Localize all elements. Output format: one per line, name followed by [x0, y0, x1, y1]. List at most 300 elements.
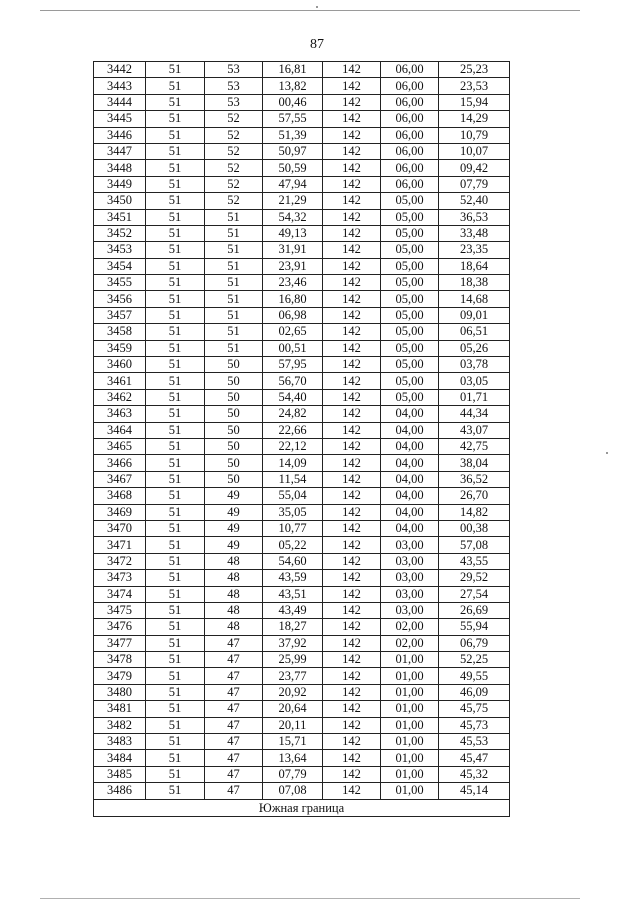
cell-point-id: 3454	[94, 258, 146, 274]
cell-lat-deg: 51	[146, 275, 205, 291]
table-row	[94, 488, 510, 504]
cell-lon-min: 03,00	[381, 586, 439, 602]
cell-lat-sec: 43,49	[263, 602, 323, 618]
cell-lon-min: 04,00	[381, 488, 439, 504]
cell-lat-min: 47	[205, 684, 263, 700]
cell-lon-min: 05,00	[381, 291, 439, 307]
table-row	[94, 586, 510, 602]
cell-lat-min: 51	[205, 324, 263, 340]
cell-lon-min: 04,00	[381, 520, 439, 536]
cell-lon-sec: 14,29	[439, 111, 510, 127]
cell-lat-deg: 51	[146, 242, 205, 258]
cell-lat-min: 51	[205, 242, 263, 258]
cell-lon-sec: 57,08	[439, 537, 510, 553]
cell-lat-min: 51	[205, 307, 263, 323]
cell-lat-sec: 56,70	[263, 373, 323, 389]
cell-lon-sec: 09,42	[439, 160, 510, 176]
cell-point-id: 3467	[94, 471, 146, 487]
cell-lon-min: 05,00	[381, 340, 439, 356]
table-row	[94, 78, 510, 94]
cell-lat-min: 51	[205, 209, 263, 225]
cell-lon-deg: 142	[323, 619, 381, 635]
table-row	[94, 471, 510, 487]
table-row	[94, 602, 510, 618]
table-row	[94, 783, 510, 799]
cell-lon-deg: 142	[323, 455, 381, 471]
cell-lat-deg: 51	[146, 193, 205, 209]
cell-lon-min: 05,00	[381, 193, 439, 209]
cell-lon-sec: 36,52	[439, 471, 510, 487]
cell-lon-min: 05,00	[381, 258, 439, 274]
cell-lat-sec: 16,80	[263, 291, 323, 307]
cell-lon-deg: 142	[323, 78, 381, 94]
cell-lat-min: 49	[205, 520, 263, 536]
cell-lat-sec: 43,51	[263, 586, 323, 602]
table-row	[94, 176, 510, 192]
cell-lat-sec: 07,79	[263, 766, 323, 782]
table-row	[94, 701, 510, 717]
table-row	[94, 324, 510, 340]
cell-lon-min: 01,00	[381, 734, 439, 750]
cell-lon-deg: 142	[323, 127, 381, 143]
cell-lon-deg: 142	[323, 143, 381, 159]
cell-lat-sec: 05,22	[263, 537, 323, 553]
cell-lat-deg: 51	[146, 766, 205, 782]
cell-lat-deg: 51	[146, 324, 205, 340]
cell-lat-min: 52	[205, 143, 263, 159]
cell-lat-min: 47	[205, 652, 263, 668]
cell-lat-sec: 25,99	[263, 652, 323, 668]
cell-lon-min: 06,00	[381, 62, 439, 78]
cell-lat-deg: 51	[146, 389, 205, 405]
cell-lon-sec: 00,38	[439, 520, 510, 536]
cell-lat-sec: 22,66	[263, 422, 323, 438]
cell-lon-sec: 33,48	[439, 225, 510, 241]
cell-point-id: 3465	[94, 438, 146, 454]
table-row	[94, 340, 510, 356]
table-row	[94, 455, 510, 471]
cell-point-id: 3456	[94, 291, 146, 307]
cell-lat-deg: 51	[146, 438, 205, 454]
cell-lon-deg: 142	[323, 307, 381, 323]
cell-lon-deg: 142	[323, 635, 381, 651]
cell-lon-deg: 142	[323, 684, 381, 700]
cell-lat-min: 50	[205, 389, 263, 405]
cell-lat-deg: 51	[146, 143, 205, 159]
cell-lat-deg: 51	[146, 537, 205, 553]
cell-lat-deg: 51	[146, 406, 205, 422]
cell-lon-deg: 142	[323, 275, 381, 291]
cell-lat-min: 51	[205, 258, 263, 274]
cell-lon-sec: 18,38	[439, 275, 510, 291]
table-row	[94, 553, 510, 569]
cell-lat-deg: 51	[146, 586, 205, 602]
cell-lat-min: 48	[205, 602, 263, 618]
table-row	[94, 373, 510, 389]
cell-lat-min: 48	[205, 619, 263, 635]
cell-lon-deg: 142	[323, 471, 381, 487]
cell-lat-min: 47	[205, 766, 263, 782]
cell-lon-min: 01,00	[381, 717, 439, 733]
cell-lat-sec: 11,54	[263, 471, 323, 487]
cell-point-id: 3457	[94, 307, 146, 323]
cell-lon-deg: 142	[323, 193, 381, 209]
cell-point-id: 3474	[94, 586, 146, 602]
cell-point-id: 3464	[94, 422, 146, 438]
cell-lon-deg: 142	[323, 111, 381, 127]
cell-lon-min: 05,00	[381, 389, 439, 405]
cell-lat-sec: 23,91	[263, 258, 323, 274]
cell-lon-deg: 142	[323, 652, 381, 668]
cell-lat-min: 47	[205, 668, 263, 684]
cell-lon-min: 01,00	[381, 701, 439, 717]
cell-lat-deg: 51	[146, 783, 205, 799]
cell-lon-sec: 03,05	[439, 373, 510, 389]
cell-lat-min: 49	[205, 504, 263, 520]
table-row	[94, 357, 510, 373]
cell-lon-deg: 142	[323, 324, 381, 340]
cell-lon-sec: 49,55	[439, 668, 510, 684]
cell-point-id: 3481	[94, 701, 146, 717]
cell-lat-deg: 51	[146, 619, 205, 635]
cell-point-id: 3447	[94, 143, 146, 159]
cell-lat-deg: 51	[146, 734, 205, 750]
cell-lat-deg: 51	[146, 127, 205, 143]
cell-lat-sec: 47,94	[263, 176, 323, 192]
cell-lon-sec: 44,34	[439, 406, 510, 422]
cell-lon-deg: 142	[323, 668, 381, 684]
cell-point-id: 3442	[94, 62, 146, 78]
cell-lon-sec: 07,79	[439, 176, 510, 192]
table-row	[94, 143, 510, 159]
cell-lat-sec: 22,12	[263, 438, 323, 454]
cell-lon-deg: 142	[323, 357, 381, 373]
cell-point-id: 3469	[94, 504, 146, 520]
cell-lat-deg: 51	[146, 307, 205, 323]
cell-lon-sec: 36,53	[439, 209, 510, 225]
cell-lat-deg: 51	[146, 176, 205, 192]
cell-point-id: 3461	[94, 373, 146, 389]
cell-lon-min: 02,00	[381, 619, 439, 635]
cell-lat-min: 47	[205, 635, 263, 651]
cell-lon-sec: 46,09	[439, 684, 510, 700]
cell-lat-deg: 51	[146, 422, 205, 438]
cell-lat-sec: 07,08	[263, 783, 323, 799]
cell-lon-deg: 142	[323, 438, 381, 454]
cell-lon-deg: 142	[323, 488, 381, 504]
cell-lat-min: 49	[205, 537, 263, 553]
cell-lat-deg: 51	[146, 750, 205, 766]
cell-lat-min: 50	[205, 357, 263, 373]
cell-lon-sec: 05,26	[439, 340, 510, 356]
cell-point-id: 3485	[94, 766, 146, 782]
cell-lon-deg: 142	[323, 553, 381, 569]
cell-point-id: 3462	[94, 389, 146, 405]
table-row	[94, 275, 510, 291]
cell-lon-sec: 29,52	[439, 570, 510, 586]
table-row	[94, 422, 510, 438]
cell-lat-sec: 23,46	[263, 275, 323, 291]
cell-lat-deg: 51	[146, 78, 205, 94]
cell-lat-deg: 51	[146, 488, 205, 504]
cell-lat-sec: 54,32	[263, 209, 323, 225]
cell-point-id: 3482	[94, 717, 146, 733]
cell-lat-min: 47	[205, 717, 263, 733]
cell-lon-deg: 142	[323, 242, 381, 258]
cell-lon-deg: 142	[323, 701, 381, 717]
table-row	[94, 127, 510, 143]
cell-lon-deg: 142	[323, 258, 381, 274]
cell-lon-min: 06,00	[381, 78, 439, 94]
table-row	[94, 291, 510, 307]
cell-lat-deg: 51	[146, 258, 205, 274]
cell-lat-deg: 51	[146, 717, 205, 733]
cell-point-id: 3466	[94, 455, 146, 471]
table-row	[94, 406, 510, 422]
cell-lon-sec: 42,75	[439, 438, 510, 454]
table-row	[94, 668, 510, 684]
cell-lat-min: 47	[205, 734, 263, 750]
cell-point-id: 3470	[94, 520, 146, 536]
cell-point-id: 3450	[94, 193, 146, 209]
cell-point-id: 3460	[94, 357, 146, 373]
cell-lon-sec: 14,68	[439, 291, 510, 307]
cell-lat-sec: 57,95	[263, 357, 323, 373]
cell-lon-sec: 43,55	[439, 553, 510, 569]
cell-lon-deg: 142	[323, 734, 381, 750]
cell-lon-sec: 10,79	[439, 127, 510, 143]
cell-lon-min: 03,00	[381, 553, 439, 569]
cell-lon-sec: 09,01	[439, 307, 510, 323]
cell-lon-deg: 142	[323, 750, 381, 766]
cell-lon-min: 01,00	[381, 652, 439, 668]
cell-lat-min: 51	[205, 291, 263, 307]
cell-lat-sec: 18,27	[263, 619, 323, 635]
cell-point-id: 3483	[94, 734, 146, 750]
cell-lon-min: 05,00	[381, 275, 439, 291]
cell-lon-sec: 45,47	[439, 750, 510, 766]
cell-lat-min: 48	[205, 586, 263, 602]
cell-lon-deg: 142	[323, 406, 381, 422]
cell-lon-sec: 43,07	[439, 422, 510, 438]
cell-lon-sec: 45,32	[439, 766, 510, 782]
table-row	[94, 307, 510, 323]
cell-point-id: 3453	[94, 242, 146, 258]
cell-lon-sec: 01,71	[439, 389, 510, 405]
cell-lat-deg: 51	[146, 340, 205, 356]
cell-lon-deg: 142	[323, 570, 381, 586]
cell-lat-min: 52	[205, 127, 263, 143]
cell-lon-min: 06,00	[381, 143, 439, 159]
cell-lat-sec: 15,71	[263, 734, 323, 750]
cell-lon-sec: 14,82	[439, 504, 510, 520]
cell-lon-deg: 142	[323, 160, 381, 176]
cell-point-id: 3449	[94, 176, 146, 192]
cell-lat-sec: 51,39	[263, 127, 323, 143]
cell-lat-deg: 51	[146, 684, 205, 700]
cell-lon-deg: 142	[323, 291, 381, 307]
cell-point-id: 3443	[94, 78, 146, 94]
cell-lat-min: 47	[205, 701, 263, 717]
cell-lon-min: 05,00	[381, 324, 439, 340]
cell-lon-min: 06,00	[381, 160, 439, 176]
table-row	[94, 209, 510, 225]
table-body	[94, 62, 510, 800]
cell-lon-sec: 06,51	[439, 324, 510, 340]
cell-lat-deg: 51	[146, 570, 205, 586]
cell-lon-min: 01,00	[381, 684, 439, 700]
table-row	[94, 766, 510, 782]
table-row	[94, 652, 510, 668]
cell-point-id: 3484	[94, 750, 146, 766]
cell-lon-sec: 03,78	[439, 357, 510, 373]
cell-lon-sec: 45,53	[439, 734, 510, 750]
cell-lon-sec: 45,73	[439, 717, 510, 733]
cell-point-id: 3476	[94, 619, 146, 635]
cell-lat-deg: 51	[146, 520, 205, 536]
cell-lon-sec: 18,64	[439, 258, 510, 274]
cell-lat-sec: 13,64	[263, 750, 323, 766]
cell-lat-deg: 51	[146, 291, 205, 307]
cell-lat-min: 52	[205, 160, 263, 176]
cell-point-id: 3463	[94, 406, 146, 422]
cell-lon-min: 05,00	[381, 209, 439, 225]
cell-lat-deg: 51	[146, 225, 205, 241]
cell-point-id: 3472	[94, 553, 146, 569]
cell-lat-sec: 20,11	[263, 717, 323, 733]
cell-lon-sec: 26,70	[439, 488, 510, 504]
cell-point-id: 3486	[94, 783, 146, 799]
cell-lon-min: 04,00	[381, 422, 439, 438]
cell-lon-min: 06,00	[381, 94, 439, 110]
table-row	[94, 111, 510, 127]
cell-lat-min: 48	[205, 570, 263, 586]
cell-lat-sec: 55,04	[263, 488, 323, 504]
cell-lon-sec: 23,53	[439, 78, 510, 94]
cell-lat-deg: 51	[146, 504, 205, 520]
cell-lat-sec: 14,09	[263, 455, 323, 471]
cell-lon-deg: 142	[323, 422, 381, 438]
cell-lat-deg: 51	[146, 668, 205, 684]
table-footer-row	[94, 799, 510, 816]
cell-lon-deg: 142	[323, 602, 381, 618]
cell-lat-min: 50	[205, 373, 263, 389]
cell-lat-min: 49	[205, 488, 263, 504]
cell-lon-min: 03,00	[381, 537, 439, 553]
coordinates-table	[93, 61, 510, 817]
cell-lat-min: 53	[205, 62, 263, 78]
table-row	[94, 193, 510, 209]
cell-lat-min: 50	[205, 471, 263, 487]
cell-point-id: 3446	[94, 127, 146, 143]
cell-lon-min: 04,00	[381, 438, 439, 454]
cell-lat-min: 50	[205, 438, 263, 454]
cell-lat-min: 53	[205, 94, 263, 110]
cell-lat-sec: 10,77	[263, 520, 323, 536]
cell-lat-min: 50	[205, 422, 263, 438]
cell-lat-deg: 51	[146, 94, 205, 110]
cell-lat-sec: 00,46	[263, 94, 323, 110]
cell-point-id: 3468	[94, 488, 146, 504]
cell-point-id: 3448	[94, 160, 146, 176]
cell-lon-sec: 52,40	[439, 193, 510, 209]
table-row	[94, 717, 510, 733]
cell-lat-deg: 51	[146, 373, 205, 389]
table-row	[94, 537, 510, 553]
cell-lon-min: 01,00	[381, 668, 439, 684]
cell-point-id: 3445	[94, 111, 146, 127]
cell-lat-sec: 54,60	[263, 553, 323, 569]
cell-lat-min: 52	[205, 111, 263, 127]
cell-lat-sec: 00,51	[263, 340, 323, 356]
cell-lat-deg: 51	[146, 62, 205, 78]
cell-lon-min: 04,00	[381, 406, 439, 422]
cell-lon-sec: 45,75	[439, 701, 510, 717]
cell-lat-min: 51	[205, 275, 263, 291]
cell-lon-deg: 142	[323, 717, 381, 733]
cell-lon-deg: 142	[323, 94, 381, 110]
cell-lon-sec: 55,94	[439, 619, 510, 635]
table-row	[94, 504, 510, 520]
cell-lon-deg: 142	[323, 209, 381, 225]
cell-lon-deg: 142	[323, 586, 381, 602]
cell-lat-sec: 50,97	[263, 143, 323, 159]
table-row	[94, 389, 510, 405]
cell-lat-sec: 54,40	[263, 389, 323, 405]
cell-point-id: 3459	[94, 340, 146, 356]
boundary-caption: Южная граница	[94, 799, 510, 816]
cell-lon-deg: 142	[323, 783, 381, 799]
cell-lon-deg: 142	[323, 176, 381, 192]
cell-lat-min: 51	[205, 225, 263, 241]
cell-lat-sec: 23,77	[263, 668, 323, 684]
bottom-rule	[40, 898, 580, 899]
cell-lat-deg: 51	[146, 635, 205, 651]
cell-lat-sec: 16,81	[263, 62, 323, 78]
cell-lon-sec: 45,14	[439, 783, 510, 799]
cell-lon-min: 05,00	[381, 307, 439, 323]
cell-point-id: 3471	[94, 537, 146, 553]
cell-point-id: 3452	[94, 225, 146, 241]
cell-lat-deg: 51	[146, 701, 205, 717]
cell-lon-sec: 15,94	[439, 94, 510, 110]
cell-lat-deg: 51	[146, 602, 205, 618]
cell-lon-min: 01,00	[381, 783, 439, 799]
cell-lon-min: 05,00	[381, 357, 439, 373]
table-row	[94, 570, 510, 586]
scan-speck	[316, 6, 318, 8]
table-row	[94, 438, 510, 454]
cell-lon-sec: 52,25	[439, 652, 510, 668]
table-row	[94, 750, 510, 766]
table-row	[94, 619, 510, 635]
cell-lon-min: 05,00	[381, 373, 439, 389]
cell-lat-min: 50	[205, 406, 263, 422]
cell-lon-sec: 26,69	[439, 602, 510, 618]
cell-point-id: 3444	[94, 94, 146, 110]
table-row	[94, 734, 510, 750]
cell-point-id: 3451	[94, 209, 146, 225]
table-row	[94, 160, 510, 176]
cell-lat-sec: 02,65	[263, 324, 323, 340]
top-rule	[40, 10, 580, 11]
cell-lat-sec: 20,64	[263, 701, 323, 717]
cell-lon-min: 06,00	[381, 111, 439, 127]
cell-lat-min: 47	[205, 750, 263, 766]
cell-lat-deg: 51	[146, 209, 205, 225]
cell-lat-deg: 51	[146, 160, 205, 176]
cell-lat-min: 51	[205, 340, 263, 356]
